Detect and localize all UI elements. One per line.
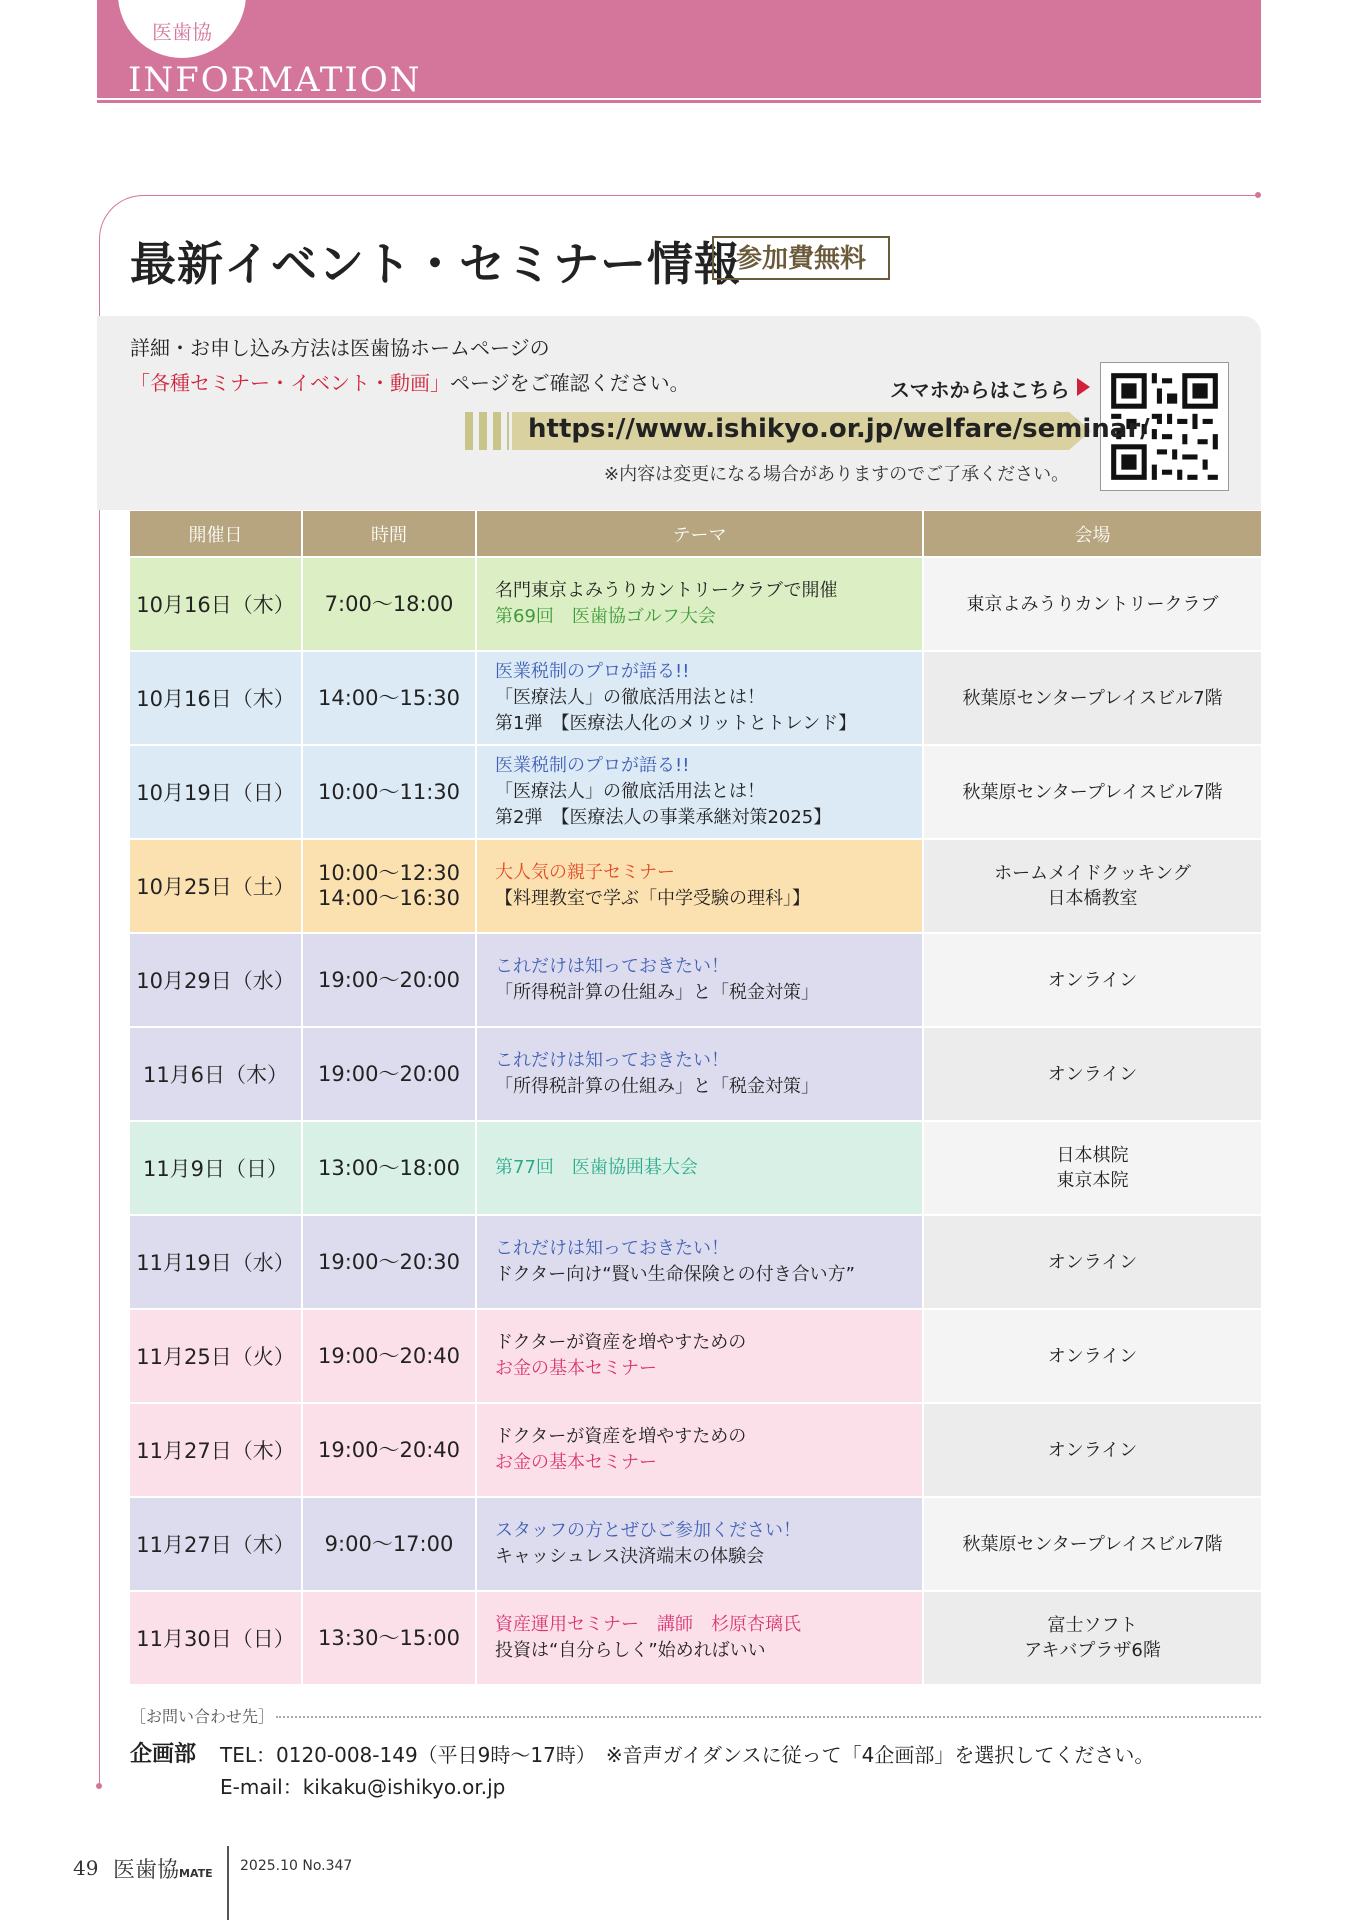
event-venue-line: 富士ソフト bbox=[1047, 1615, 1138, 1636]
event-time bbox=[303, 1404, 477, 1496]
event-venue-line: アキバプラザ6階 bbox=[1024, 1640, 1161, 1661]
event-time bbox=[303, 1122, 477, 1214]
event-theme bbox=[477, 1028, 924, 1120]
frame-top-line bbox=[140, 195, 1258, 196]
table-row bbox=[130, 1120, 1261, 1214]
event-theme-line: キャッシュレス決済端末の体験会 bbox=[495, 1546, 765, 1567]
event-venue-line: オンライン bbox=[1047, 1063, 1138, 1085]
event-theme bbox=[477, 934, 924, 1026]
contact-divider bbox=[276, 1716, 1261, 1718]
event-date: 10月16日（木） bbox=[130, 558, 303, 650]
event-time bbox=[303, 1310, 477, 1402]
event-time-slot: 19:00〜20:00 bbox=[317, 967, 461, 992]
table-row bbox=[130, 1402, 1261, 1496]
event-venue bbox=[924, 1216, 1261, 1308]
event-venue-line: 秋葉原センタープレイスビル7階 bbox=[962, 687, 1223, 709]
event-date: 11月9日（日） bbox=[130, 1122, 303, 1214]
event-theme bbox=[477, 1498, 924, 1590]
event-time-slot: 19:00〜20:40 bbox=[317, 1343, 461, 1368]
event-theme-line: 医業税制のプロが語る!! bbox=[495, 661, 690, 682]
table-row bbox=[130, 1590, 1261, 1684]
event-venue-line: 秋葉原センタープレイスビル7階 bbox=[962, 1533, 1223, 1555]
table-body bbox=[130, 556, 1261, 1684]
event-theme-line: お金の基本セミナー bbox=[495, 1358, 657, 1379]
event-theme-line: 「所得税計算の仕組み」と「税金対策」 bbox=[495, 982, 819, 1003]
change-notice: ※内容は変更になる場合がありますのでご了承ください。 bbox=[604, 464, 1070, 485]
event-time bbox=[303, 746, 477, 838]
qr-label: スマホからはこちら bbox=[890, 378, 1070, 402]
event-venue-line: ホームメイドクッキング bbox=[994, 863, 1191, 884]
event-time bbox=[303, 558, 477, 650]
event-date: 11月30日（日） bbox=[130, 1592, 303, 1684]
table-row bbox=[130, 556, 1261, 650]
event-theme-line: ドクターが資産を増やすための bbox=[495, 1332, 747, 1353]
header-rule bbox=[97, 100, 1261, 103]
event-venue bbox=[924, 934, 1261, 1026]
event-theme-line: これだけは知っておきたい！ bbox=[495, 956, 729, 977]
table-row bbox=[130, 838, 1261, 932]
seminar-url-link[interactable]: https://www.ishikyo.or.jp/welfare/seminar/ bbox=[528, 414, 1150, 444]
event-date: 11月6日（木） bbox=[130, 1028, 303, 1120]
event-venue bbox=[924, 1498, 1261, 1590]
event-time-slot: 19:00〜20:00 bbox=[317, 1061, 461, 1086]
event-theme-line: これだけは知っておきたい！ bbox=[495, 1050, 729, 1071]
event-venue-line: オンライン bbox=[1047, 1439, 1138, 1461]
event-venue-line: 東京本院 bbox=[1056, 1170, 1129, 1191]
event-date: 11月27日（木） bbox=[130, 1498, 303, 1590]
magazine-name-main: 医歯協 bbox=[113, 1858, 180, 1883]
event-theme-line: 投資は“自分らしく”始めればいい bbox=[495, 1640, 766, 1661]
free-badge: 参加費無料 bbox=[712, 236, 890, 280]
event-time-slot: 7:00〜18:00 bbox=[324, 591, 454, 616]
event-venue bbox=[924, 1592, 1261, 1684]
header-time: 時間 bbox=[303, 511, 477, 556]
event-venue bbox=[924, 1404, 1261, 1496]
contact-label: ［お問い合わせ先］ bbox=[130, 1707, 275, 1726]
event-theme-line: 第69回 医歯協ゴルフ大会 bbox=[495, 606, 716, 627]
event-venue-line: オンライン bbox=[1047, 1345, 1138, 1367]
event-theme bbox=[477, 1404, 924, 1496]
event-theme bbox=[477, 840, 924, 932]
event-venue-line: 秋葉原センタープレイスビル7階 bbox=[962, 781, 1223, 803]
event-theme-line: 名門東京よみうりカントリークラブで開催 bbox=[495, 580, 838, 601]
table-row bbox=[130, 1308, 1261, 1402]
event-time-slot: 13:00〜18:00 bbox=[317, 1155, 461, 1180]
event-theme bbox=[477, 1310, 924, 1402]
table-row bbox=[130, 1214, 1261, 1308]
event-theme-line: 医業税制のプロが語る!! bbox=[495, 755, 690, 776]
url-decoration bbox=[465, 412, 509, 450]
event-date: 11月19日（水） bbox=[130, 1216, 303, 1308]
table-header bbox=[130, 511, 1261, 556]
event-venue bbox=[924, 746, 1261, 838]
table-row bbox=[130, 1496, 1261, 1590]
event-time-slot: 13:30〜15:00 bbox=[317, 1625, 461, 1650]
event-date: 10月29日（水） bbox=[130, 934, 303, 1026]
event-venue bbox=[924, 652, 1261, 744]
event-date: 10月16日（木） bbox=[130, 652, 303, 744]
footer-rule bbox=[227, 1846, 229, 1920]
magazine-name-suffix: MATE bbox=[179, 1867, 213, 1880]
event-venue bbox=[924, 558, 1261, 650]
event-theme bbox=[477, 1592, 924, 1684]
event-time bbox=[303, 840, 477, 932]
event-time bbox=[303, 1592, 477, 1684]
event-theme-line: お金の基本セミナー bbox=[495, 1452, 657, 1473]
event-venue-line: 日本棋院 bbox=[1056, 1145, 1129, 1166]
section-title: INFORMATION bbox=[128, 60, 422, 100]
seminar-page-link[interactable]: 「各種セミナー・イベント・動画」 bbox=[130, 371, 450, 395]
table-row bbox=[130, 650, 1261, 744]
event-time-slot: 19:00〜20:40 bbox=[317, 1437, 461, 1462]
event-venue-line: オンライン bbox=[1047, 969, 1138, 991]
event-date: 11月25日（火） bbox=[130, 1310, 303, 1402]
event-date: 10月19日（日） bbox=[130, 746, 303, 838]
magazine-name bbox=[113, 1853, 213, 1884]
event-theme-line: 第2弾 【医療法人の事業承継対策2025】 bbox=[495, 807, 832, 828]
event-theme-line: スタッフの方とぜひご参加ください！ bbox=[495, 1520, 801, 1541]
event-time bbox=[303, 652, 477, 744]
intro-line-2-rest: ページをご確認ください。 bbox=[450, 371, 690, 395]
header-theme: テーマ bbox=[477, 511, 924, 556]
contact-email[interactable]: E-mail：kikaku@ishikyo.or.jp bbox=[220, 1775, 506, 1799]
contact-department: 企画部 bbox=[130, 1742, 197, 1767]
event-venue bbox=[924, 1028, 1261, 1120]
event-venue-line: 東京よみうりカントリークラブ bbox=[966, 593, 1219, 615]
event-date: 10月25日（土） bbox=[130, 840, 303, 932]
event-theme-line: 大人気の親子セミナー bbox=[495, 862, 675, 883]
event-time-slot: 19:00〜20:30 bbox=[317, 1249, 461, 1274]
event-time-slot: 10:00〜11:30 bbox=[317, 779, 461, 804]
event-theme-line: 資産運用セミナー 講師 杉原杏璃氏 bbox=[495, 1614, 801, 1635]
event-time-slot: 10:00〜12:30 bbox=[317, 861, 461, 885]
event-time-slot: 14:00〜16:30 bbox=[317, 886, 461, 910]
event-theme bbox=[477, 558, 924, 650]
issue-number: 2025.10 No.347 bbox=[240, 1858, 353, 1874]
event-theme bbox=[477, 1122, 924, 1214]
event-venue-line: 日本橋教室 bbox=[1047, 888, 1138, 909]
event-time bbox=[303, 934, 477, 1026]
frame-dot-bottom bbox=[96, 1783, 102, 1789]
event-theme-line: 【料理教室で学ぶ「中学受験の理科」】 bbox=[495, 888, 810, 909]
event-theme bbox=[477, 652, 924, 744]
event-time bbox=[303, 1216, 477, 1308]
event-time-slot: 9:00〜17:00 bbox=[324, 1531, 454, 1556]
intro-line-2 bbox=[130, 367, 690, 396]
event-theme-line: 第77回 医歯協囲碁大会 bbox=[495, 1157, 698, 1178]
table-row bbox=[130, 744, 1261, 838]
event-venue bbox=[924, 1122, 1261, 1214]
arrow-right-icon bbox=[1077, 378, 1090, 396]
event-theme-line: 「所得税計算の仕組み」と「税金対策」 bbox=[495, 1076, 819, 1097]
table-row bbox=[130, 932, 1261, 1026]
event-theme-line: ドクター向け“賢い生命保険との付き合い方” bbox=[495, 1264, 855, 1285]
contact-tel[interactable]: TEL：0120-008-149（平日9時〜17時） ※音声ガイダンスに従って「4企画部」を選択してください。 bbox=[220, 1743, 1155, 1767]
event-time bbox=[303, 1498, 477, 1590]
event-theme bbox=[477, 746, 924, 838]
header-date: 開催日 bbox=[130, 511, 303, 556]
page-number: 49 bbox=[73, 1856, 99, 1880]
header-circle-label: 医歯協 bbox=[152, 20, 212, 44]
event-time-slot: 14:00〜15:30 bbox=[317, 685, 461, 710]
event-theme-line: ドクターが資産を増やすための bbox=[495, 1426, 747, 1447]
event-theme-line: 「医療法人」の徹底活用法とは！ bbox=[495, 687, 765, 708]
event-time bbox=[303, 1028, 477, 1120]
table-row bbox=[130, 1026, 1261, 1120]
frame-dot-top bbox=[1255, 192, 1261, 198]
event-table bbox=[130, 511, 1261, 1684]
event-venue-line: オンライン bbox=[1047, 1251, 1138, 1273]
event-venue bbox=[924, 1310, 1261, 1402]
page-title: 最新イベント・セミナー情報 bbox=[130, 237, 741, 291]
event-theme-line: 第1弾 【医療法人化のメリットとトレンド】 bbox=[495, 713, 857, 734]
event-date: 11月27日（木） bbox=[130, 1404, 303, 1496]
event-theme-line: 「医療法人」の徹底活用法とは！ bbox=[495, 781, 765, 802]
event-theme bbox=[477, 1216, 924, 1308]
event-theme-line: これだけは知っておきたい！ bbox=[495, 1238, 729, 1259]
header-venue: 会場 bbox=[1074, 524, 1111, 546]
intro-line-1: 詳細・お申し込み方法は医歯協ホームページの bbox=[130, 336, 550, 360]
event-venue bbox=[924, 840, 1261, 932]
